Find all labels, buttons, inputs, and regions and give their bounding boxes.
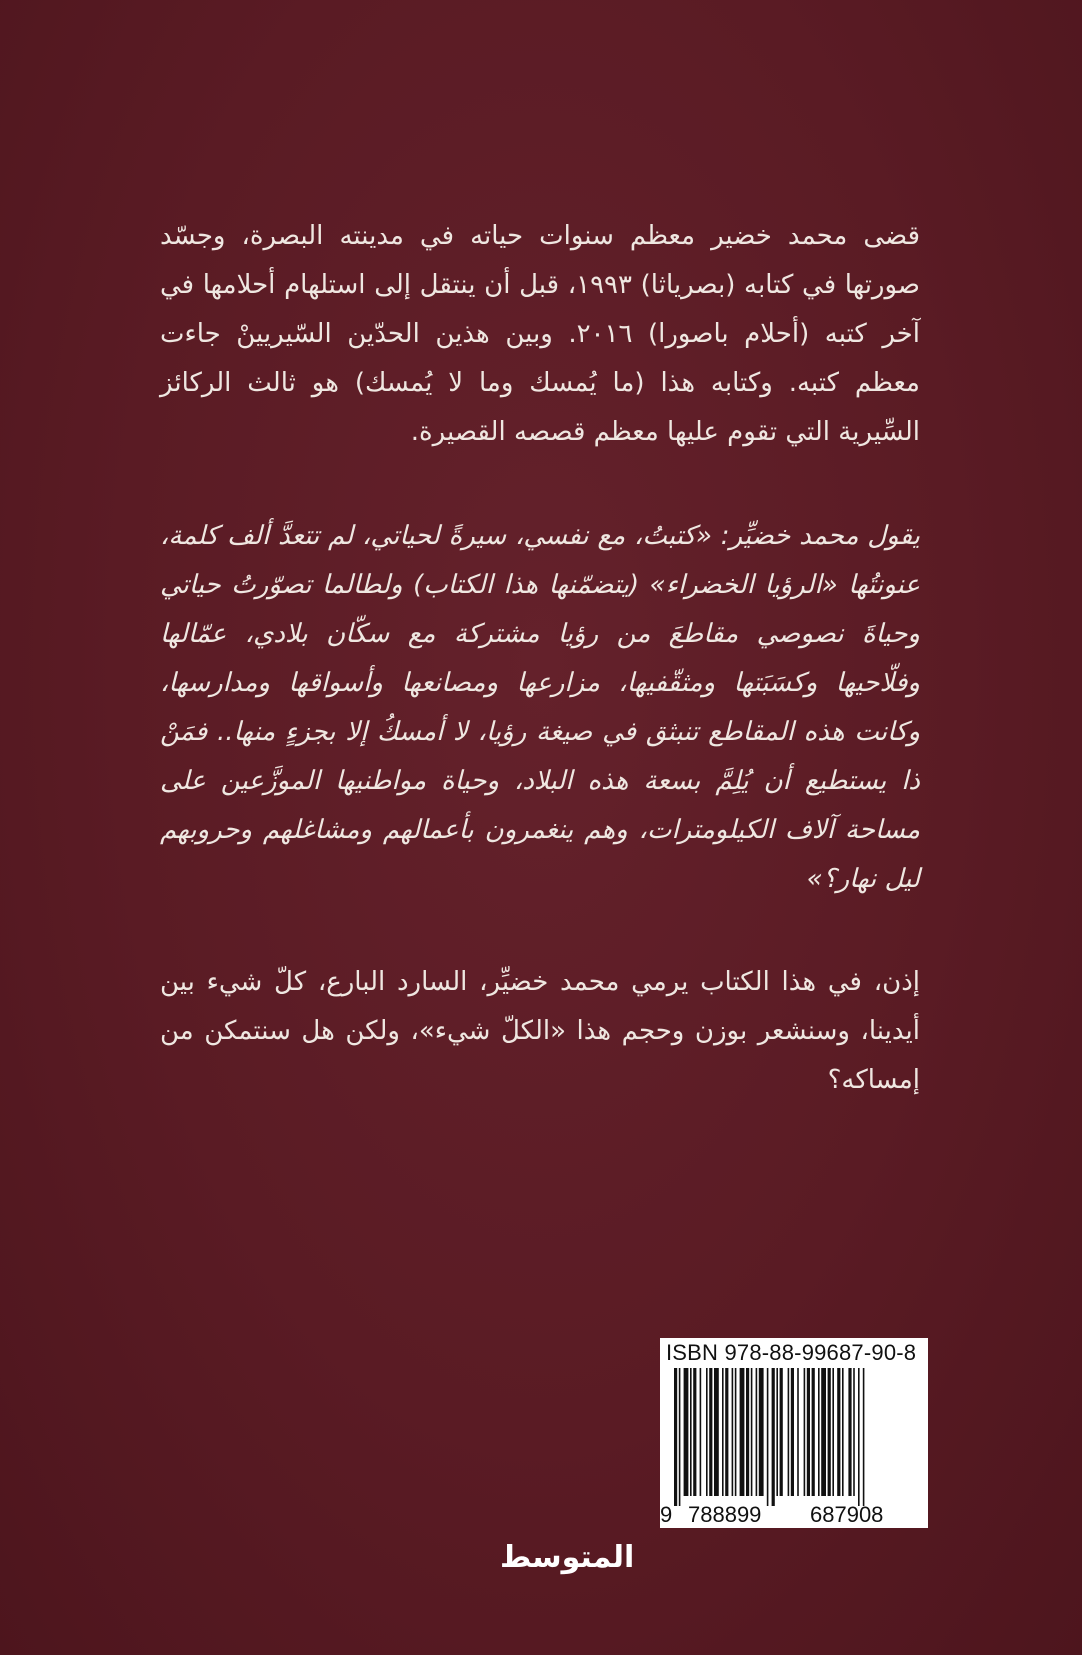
barcode-bar bbox=[818, 1368, 820, 1496]
blurb-paragraph-3: إذن، في هذا الكتاب يرمي محمد خضيِّر، السارد البارع، كلّ شيء بين أيدينا، وسنشعر بوزن وحجم هذا «الكلّ شيء»، ولكن هل سنتمكن من إمساكه؟ bbox=[160, 967, 920, 1095]
barcode-bar bbox=[751, 1368, 753, 1496]
barcode-bar bbox=[853, 1368, 855, 1496]
barcode-bar bbox=[788, 1368, 790, 1496]
barcode-bar bbox=[759, 1368, 764, 1496]
barcode-bar bbox=[735, 1368, 737, 1496]
barcode-bar bbox=[714, 1368, 719, 1496]
barcode-bar bbox=[791, 1368, 794, 1496]
barcode-digit-first: 9 bbox=[660, 1502, 673, 1527]
barcode-bar bbox=[690, 1368, 692, 1496]
blurb-paragraph-2-quote: يقول محمد خضيِّر: «كتبتُ، مع نفسي، سيرةً لحياتي، لم تتعدَّ ألف كلمة، عنونتُها «الرؤيا الخضراء» (يتضمّنها هذا الكتاب) ولطالما تصوّرتُ حياتي وحياةَ نصوصي مقاطعَ من رؤيا مشتركة مع سكّان بلادي، عمّالها وفلّاحيها وكسَبَتها ومثقّفيها، مزارعها ومصانعها وأسواقها ومدارسها، وكانت هذه المقاطع تنبثق في صيغة رؤيا، لا أمسكُ إلا بجزءٍ منها.. فمَنْ ذا يستطيع أن يُلِمَّ بسعة هذه البلاد، وحياة مواطنيها الموزَّعين على مساحة آلاف الكيلومترات، وهم ينغمرون بأعمالهم ومشاغلهم وحروبهم ليل نهار؟» bbox=[160, 521, 920, 894]
barcode-bar bbox=[776, 1368, 778, 1496]
barcode-bar bbox=[684, 1368, 689, 1496]
barcode-bar bbox=[797, 1368, 799, 1496]
barcode-bar bbox=[812, 1368, 815, 1496]
barcode-bar bbox=[722, 1368, 724, 1496]
barcode-bar bbox=[706, 1368, 708, 1496]
barcode-bar bbox=[828, 1368, 831, 1496]
blurb-paragraph-1: قضى محمد خضير معظم سنوات حياته في مدينته البصرة، وجسّد صورتها في كتابه (بصرياثا) ١٩٩٣، قبل أن ينتقل إلى استلهام أحلامها في آخر كتبه (أحلام باصورا) ٢٠١٦. وبين هذين الحدّين السّيريينْ جاءت معظم كتبه. وكتابه هذا (ما يُمسك وما لا يُمسك) هو ثالث الركائز السِّيرية التي تقوم عليها معظم قصصه القصيرة. bbox=[160, 221, 920, 447]
barcode-bar bbox=[674, 1368, 677, 1506]
barcode-bar bbox=[837, 1368, 840, 1496]
barcode-bar bbox=[780, 1368, 783, 1496]
barcode-digits-right: 687908 bbox=[810, 1502, 884, 1527]
barcode-digits-left: 788899 bbox=[688, 1502, 762, 1527]
barcode-bar bbox=[832, 1368, 834, 1496]
barcode-bar bbox=[804, 1368, 806, 1496]
barcode-bars bbox=[660, 1338, 928, 1528]
barcode-bar bbox=[842, 1368, 844, 1496]
barcode-bar bbox=[772, 1368, 775, 1506]
barcode-bar bbox=[740, 1368, 745, 1496]
publisher-logo: المتوسط bbox=[500, 1540, 635, 1575]
barcode-bar bbox=[709, 1368, 712, 1496]
barcode-bar bbox=[807, 1368, 810, 1496]
barcode-bar bbox=[858, 1368, 860, 1506]
barcode-bar bbox=[693, 1368, 696, 1496]
barcode-bar bbox=[767, 1368, 769, 1506]
barcode-bar bbox=[725, 1368, 728, 1496]
barcode-bar bbox=[746, 1368, 749, 1496]
barcode-bar bbox=[821, 1368, 826, 1496]
isbn-barcode bbox=[660, 1338, 928, 1528]
barcode-bar bbox=[732, 1368, 734, 1496]
barcode-bar bbox=[756, 1368, 758, 1496]
barcode-bar bbox=[848, 1368, 851, 1496]
barcode-bar bbox=[700, 1368, 702, 1496]
isbn-label: ISBN 978-88-99687-90-8 bbox=[666, 1340, 917, 1365]
barcode-bar bbox=[679, 1368, 681, 1506]
barcode-bar bbox=[863, 1368, 865, 1506]
